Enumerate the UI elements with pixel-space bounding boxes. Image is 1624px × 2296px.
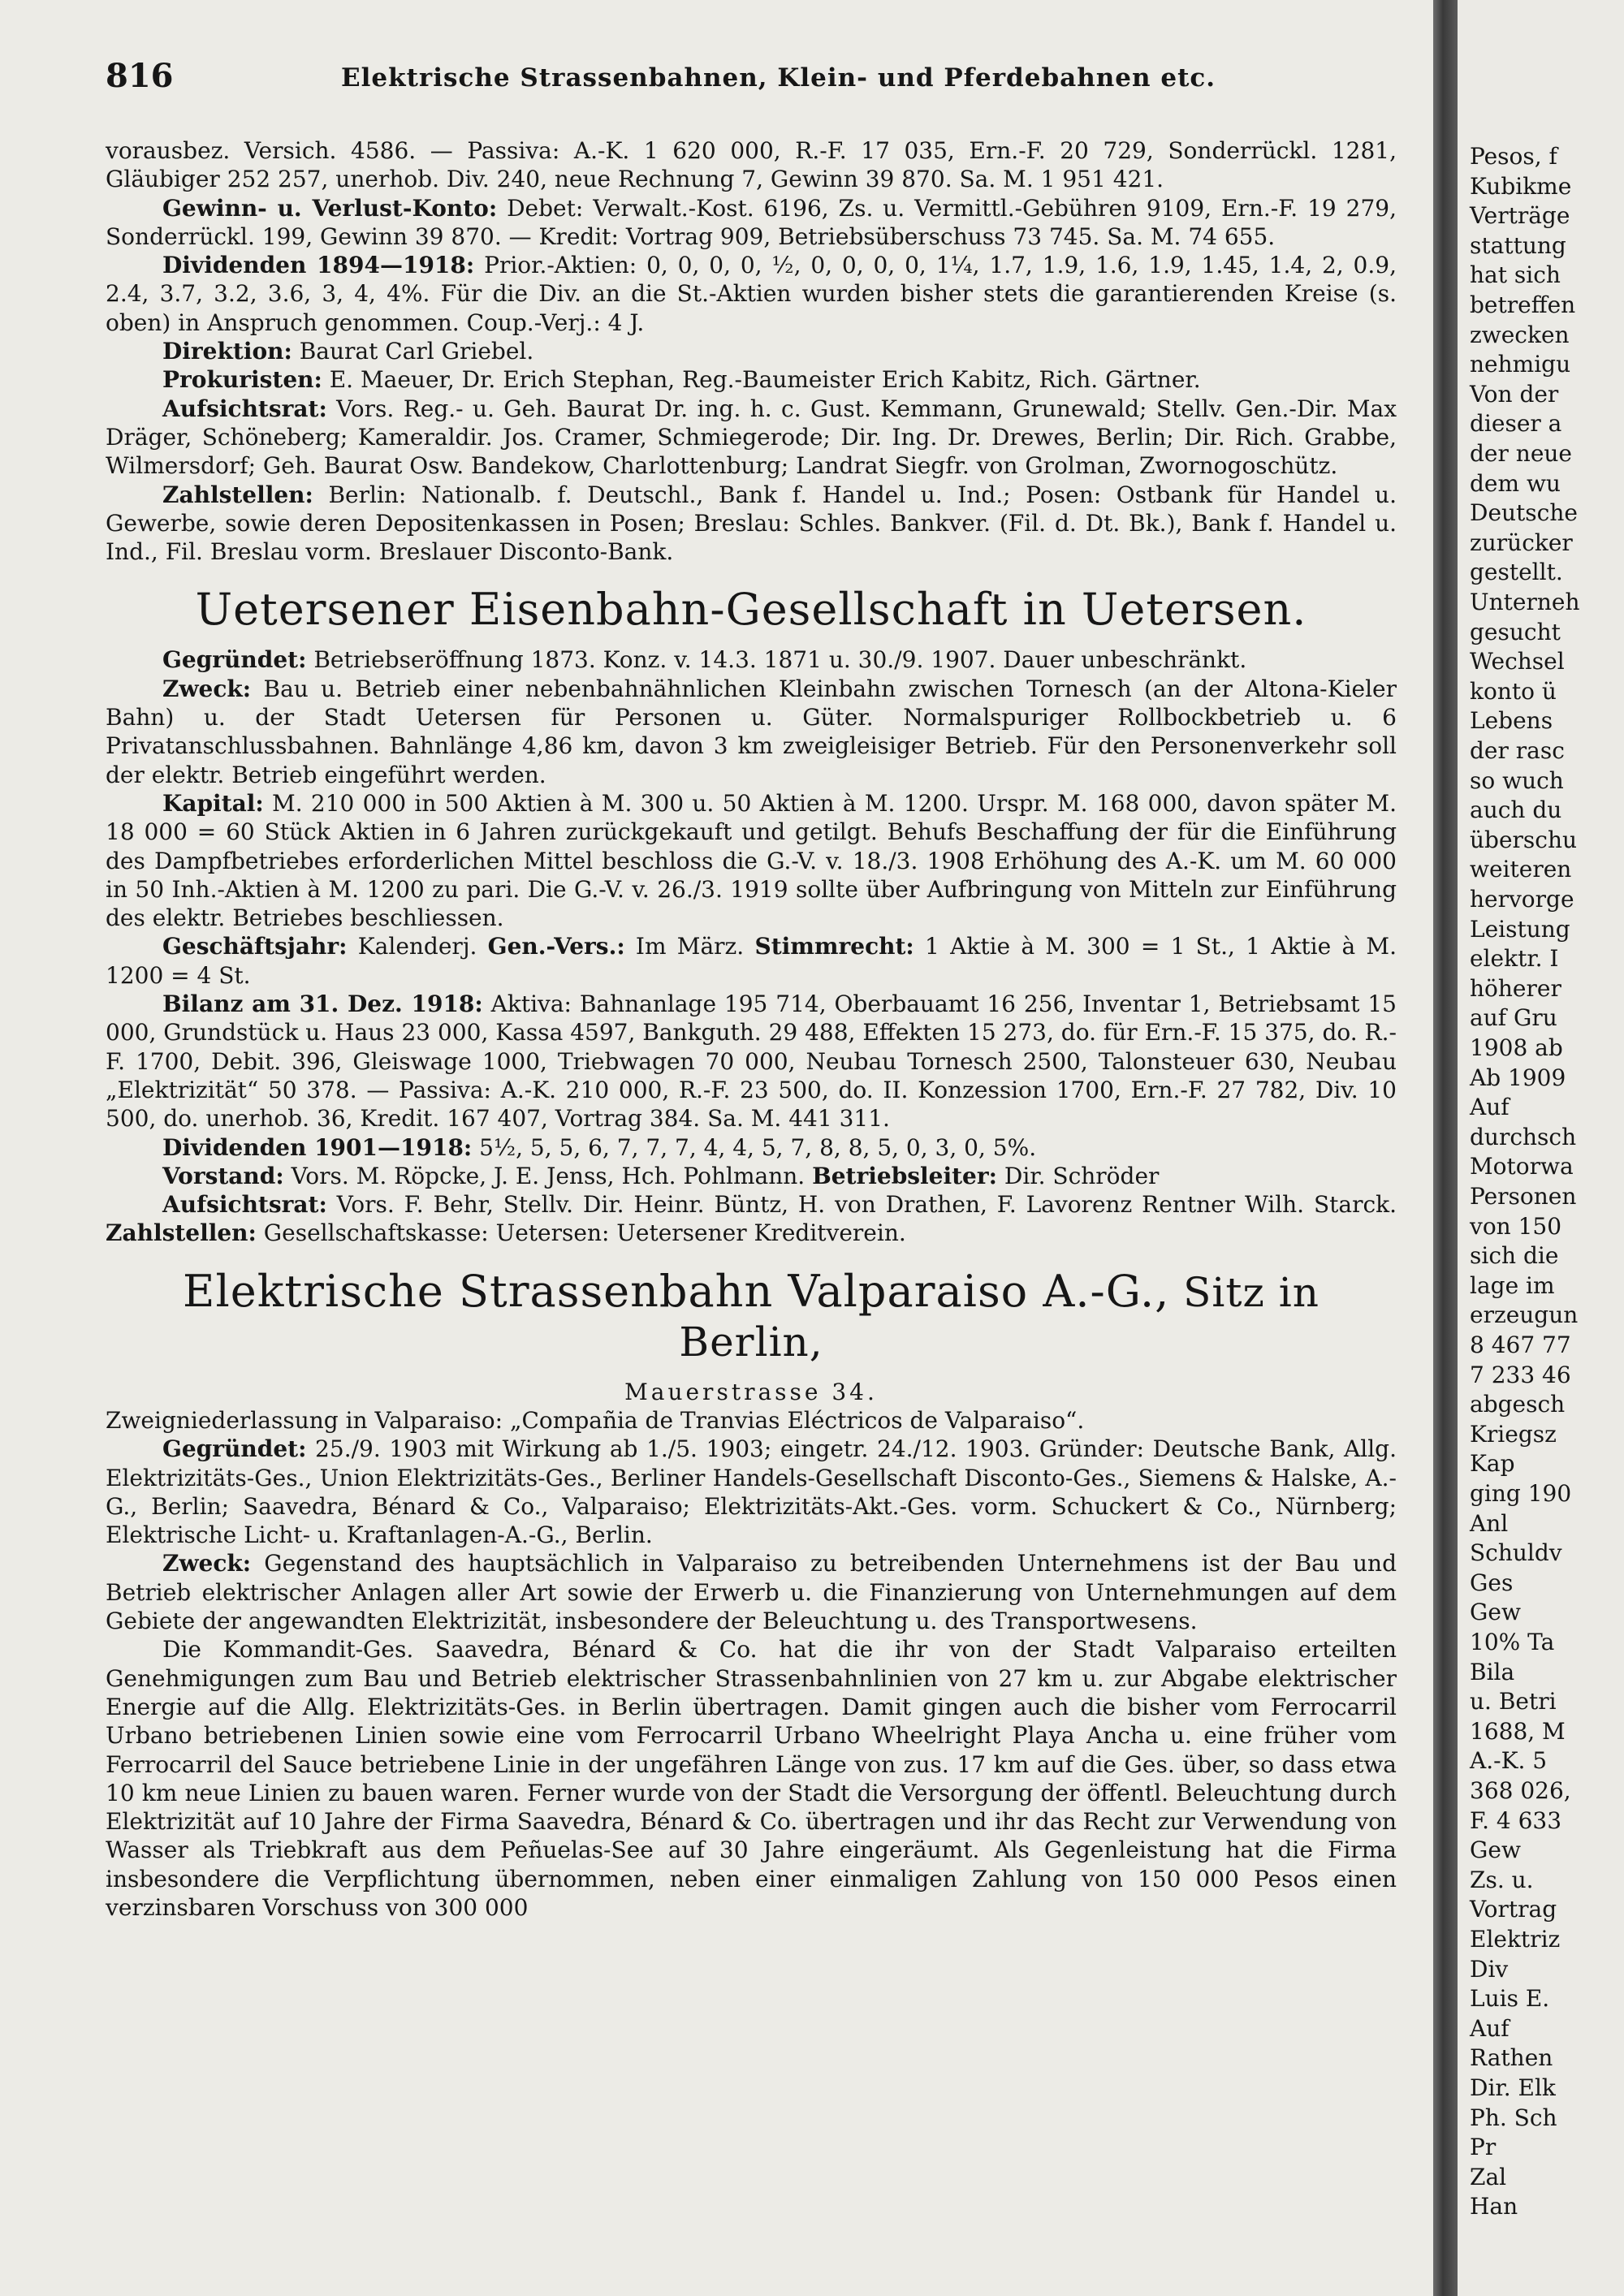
- fragment-line: abgesch: [1470, 1391, 1566, 1418]
- fragment-line: Leistung: [1470, 915, 1570, 943]
- fragment-line: Auf: [1470, 2014, 1510, 2042]
- fragment-line: Bila: [1470, 1658, 1515, 1685]
- entry-label: Stimmrecht:: [754, 933, 914, 960]
- entry-text: Im März.: [624, 933, 755, 960]
- fragment-line: elektr. I: [1470, 945, 1559, 973]
- company-address: Mauerstrasse 34.: [624, 1378, 878, 1405]
- company-title: [106, 1267, 1397, 1366]
- fragment-line: dieser a: [1470, 410, 1562, 438]
- fragment-line: 7 233 46: [1470, 1361, 1571, 1388]
- fragment-line: weiteren: [1470, 856, 1572, 883]
- entry-label: Zahlstellen:: [162, 481, 313, 508]
- profit-loss-paragraph: [106, 194, 1397, 252]
- fragment-line: 8 467 77: [1470, 1331, 1571, 1358]
- supervisory-board-paragraph: [106, 1190, 1397, 1248]
- fragment-line: nehmigu: [1470, 351, 1571, 378]
- entry-text: 25./9. 1903 mit Wirkung ab 1./5. 1903; eingetr. 24./12. 1903. Gründer: Deutsche Bank, Allg. Elektrizitäts-Ges., Union Elektrizitäts-Ges., Berliner Handels-Gesellschaft Disconto-Ges., Siemens & Halske, A.-G., Berlin; Saavedra, Bénard & Co., Valparaiso; Elektrizitäts-Akt.-Ges. vorm. Schuckert & Co., Nürnberg; Elektrische Licht- u. Kraftanlagen-A.-G., Berlin.: [106, 1435, 1397, 1549]
- procurators-paragraph: [106, 365, 1397, 394]
- entry-label: Gegründet:: [162, 646, 307, 674]
- adjacent-page-fragment: [1458, 0, 1624, 2296]
- company-title: Uetersener Eisenbahn-Gesellschaft in Uetersen.: [195, 584, 1307, 636]
- fragment-line: Lebens: [1470, 707, 1553, 735]
- fragment-line: der neue: [1470, 440, 1572, 467]
- entry-label: Kapital:: [162, 789, 264, 817]
- entry-label: Dividenden 1894—1918:: [162, 252, 475, 279]
- page-number: 816: [106, 57, 174, 95]
- fragment-line: Kubikme: [1470, 172, 1572, 200]
- entry-label: Gegründet:: [162, 1435, 307, 1463]
- section-valparaiso: [106, 1267, 1397, 1923]
- fragment-line: Pr: [1470, 2134, 1497, 2161]
- history-paragraph: Die Kommandit-Ges. Saavedra, Bénard & Co. hat die ihr von der Stadt Valparaiso erteilten Genehmigungen zum Bau und Betrieb elektrischer Strassenbahnlinien von 27 km u. zur Abgabe elektrischer Energie auf die Allg. Elektrizitäts-Ges. in Berlin übertragen. Damit gingen auch die bisher vom Ferrocarril Urbano betriebenen Linien sowie eine vom Ferrocarril Urbano Wheelright Playa Ancha u. eine früher vom Ferrocarril del Sauce betriebene Linie in der ungefähren Länge von zus. 17 km auf die Ges. über, so dass etwa 10 km neue Linien zu bauen waren. Ferner wurde von der Stadt die Versorgung der öffentl. Beleuchtung durch Elektrizität auf 10 Jahre der Firma Saavedra, Bénard & Co. übertragen und ihr das Recht zur Verwendung von Wasser als Triebkraft aus dem Peñuelas-See auf 30 Jahre eingeräumt. Als Gegenleistung hat die Firma insbesondere die Verpflichtung übernommen, neben einer einmaligen Zahlung von 150 000 Pesos einen verzinsbaren Vorschuss von 300 000: [106, 1636, 1397, 1922]
- balance-sheet-paragraph: [106, 990, 1397, 1133]
- company-name: Elektrische Strassenbahn Valparaiso A.-G.,: [183, 1265, 1170, 1317]
- dividends-paragraph: [106, 1133, 1397, 1162]
- fragment-line: u. Betri: [1470, 1688, 1557, 1716]
- fragment-line: dem wu: [1470, 469, 1561, 497]
- page-content: [106, 136, 1397, 1922]
- entry-text: 1 Aktie à M. 300 = 1 St., 1 Aktie à M. 1200 = 4 St.: [106, 933, 1397, 989]
- fragment-line: hat sich: [1470, 261, 1561, 289]
- entry-text: Debet: Verwalt.-Kost. 6196, Zs. u. Vermittl.-Gebühren 9109, Ern.-F. 19 279, Sonderrückl. 199, Gewinn 39 870. — Kredit: Vortrag 909, Betriebsüberschuss 73 745. Sa. M. 74 655.: [106, 194, 1397, 250]
- page-header: [106, 57, 1405, 106]
- page-gutter: [1433, 0, 1458, 2296]
- fragment-line: Div: [1470, 1955, 1509, 1983]
- fragment-line: Von der: [1470, 380, 1559, 408]
- fragment-line: gesucht: [1470, 618, 1561, 645]
- fragment-line: Personen: [1470, 1183, 1577, 1210]
- fragment-line: stattung: [1470, 231, 1566, 259]
- fragment-line: Anl: [1470, 1509, 1509, 1537]
- entry-label: Vorstand:: [162, 1162, 284, 1189]
- section-uetersener: [106, 585, 1397, 1247]
- fragment-line: Unterneh: [1470, 589, 1580, 615]
- entry-text: Berlin: Nationalb. f. Deutschl., Bank f. Handel u. Ind.; Posen: Ostbank für Handel u. Gewerbe, sowie deren Depositenkassen in Posen; Breslau: Schles. Bankver. (Fil. d. Dt. Bk.), Bank f. Handel u. Ind., Fil. Breslau vorm. Breslauer Disconto-Bank.: [106, 481, 1397, 566]
- fragment-line: Zs. u.: [1470, 1866, 1534, 1893]
- founded-paragraph: [106, 645, 1397, 674]
- entry-label: Zweck:: [162, 675, 252, 702]
- entry-label: Direktion:: [162, 338, 292, 365]
- fragment-line: Pesos, f: [1470, 143, 1557, 170]
- fragment-line: Deutsche: [1470, 499, 1578, 527]
- entry-text: E. Maeuer, Dr. Erich Stephan, Reg.-Baumeister Erich Kabitz, Rich. Gärtner.: [322, 366, 1201, 394]
- running-title: Elektrische Strassenbahnen, Klein- und Pferdebahnen etc.: [341, 63, 1216, 93]
- supervisory-board-paragraph: [106, 395, 1397, 481]
- fragment-line: Zal: [1470, 2163, 1507, 2190]
- entry-text: Aktiva: Bahnanlage 195 714, Oberbauamt 16 256, Inventar 1, Betriebsamt 15 000, Grundstück u. Haus 23 000, Kassa 4597, Bankguth. 29 488, Effekten 15 273, do. für Ern.-F. 15 375, do. R.-F. 1700, Debit. 396, Gleiswage 1000, Triebwagen 70 000, Neubau Tornesch 2500, Talonsteuer 630, Neubau „Elektrizität“ 50 378. — Passiva: A.-K. 210 000, R.-F. 23 500, do. II. Konzession 1700, Ern.-F. 27 782, Div. 10 500, do. unerhob. 36, Kredit. 167 407, Vortrag 384. Sa. M. 441 311.: [106, 990, 1397, 1133]
- fragment-line: Han: [1470, 2193, 1518, 2220]
- fragment-line: Auf: [1470, 1094, 1510, 1121]
- entry-text: M. 210 000 in 500 Aktien à M. 300 u. 50 Aktien à M. 1200. Urspr. M. 168 000, davon später M. 18 000 = 60 Stück Aktien in 6 Jahren zurückgekauft und getilgt. Behufs Beschaffung der für die Einführung des Dampfbetriebes erforderlichen Mittel beschloss die G.-V. v. 18./3. 1908 Erhöhung des A.-K. um M. 60 000 in 50 Inh.-Aktien à M. 1200 zu pari. Die G.-V. v. 26./3. 1919 sollte über Aufbringung von Mitteln zur Einführung des elektr. Betriebes beschliessen.: [106, 789, 1397, 932]
- fragment-line: Ab 1909: [1470, 1064, 1566, 1091]
- balance-passiva-paragraph: vorausbez. Versich. 4586. — Passiva: A.-K. 1 620 000, R.-F. 17 035, Ern.-F. 20 729, Sonderrückl. 1281, Gläubiger 252 257, unerhob. Div. 240, neue Rechnung 7, Gewinn 39 870. Sa. M. 1 951 421.: [106, 137, 1397, 193]
- fragment-line: der rasc: [1470, 737, 1565, 764]
- fragment-line: 368 026,: [1470, 1777, 1571, 1804]
- entry-label: Gewinn- u. Verlust-Konto:: [162, 194, 498, 222]
- fragment-line: auch du: [1470, 796, 1562, 824]
- entry-text: Betriebseröffnung 1873. Konz. v. 14.3. 1871 u. 30./9. 1907. Dauer unbeschränkt.: [306, 646, 1247, 674]
- fragment-line: hervorge: [1470, 886, 1574, 913]
- branch-paragraph: Zweigniederlassung in Valparaiso: „Compañia de Tranvias Eléctricos de Valparaiso“.: [106, 1406, 1085, 1434]
- fragment-line: Schuldv: [1470, 1539, 1562, 1567]
- purpose-paragraph: [106, 675, 1397, 789]
- fragment-line: 1688, M: [1470, 1717, 1566, 1745]
- entry-text: Vors. M. Röpcke, J. E. Jenss, Hch. Pohlmann.: [283, 1162, 813, 1189]
- fragment-line: lage im: [1470, 1271, 1555, 1299]
- purpose-paragraph: [106, 1549, 1397, 1635]
- fragment-line: A.-K. 5: [1470, 1747, 1548, 1775]
- fragment-line: 10% Ta: [1470, 1629, 1555, 1655]
- fragment-line: Wechsel: [1470, 648, 1565, 675]
- entry-label: Aufsichtsrat:: [162, 395, 327, 422]
- founded-paragraph: [106, 1435, 1397, 1549]
- entry-label: Prokuristen:: [162, 366, 322, 394]
- dividends-paragraph: [106, 251, 1397, 337]
- fragment-line: Kap: [1470, 1450, 1515, 1478]
- fragment-line: betreffen: [1470, 291, 1576, 318]
- fragment-line: Vortrag: [1470, 1896, 1557, 1923]
- fragment-line: sich die: [1470, 1242, 1559, 1270]
- fragment-line: Verträge: [1470, 202, 1570, 230]
- entry-text: Dir. Schröder: [996, 1162, 1160, 1189]
- fragment-line: Luis E.: [1470, 1985, 1550, 2013]
- entry-label: Bilanz am 31. Dez. 1918:: [162, 990, 483, 1018]
- entry-text: Gegenstand des hauptsächlich in Valparaiso zu betreibenden Unternehmens ist der Bau und Betrieb elektrischer Anlagen aller Art sowie der Erwerb u. die Finanzierung von Unternehmungen auf dem Gebiete der angewandten Elektrizität, insbesondere der Beleuchtung u. des Transportwesens.: [106, 1550, 1397, 1635]
- fragment-line: durchsch: [1470, 1123, 1577, 1150]
- fragment-line: Gew: [1470, 1836, 1521, 1864]
- paying-agents-paragraph: [106, 481, 1397, 567]
- fragment-line: auf Gru: [1470, 1004, 1557, 1032]
- entry-text: 5½, 5, 5, 6, 7, 7, 7, 4, 4, 5, 7, 8, 8, 5, 0, 3, 0, 5%.: [472, 1133, 1037, 1161]
- entry-text: Kalenderj.: [347, 933, 488, 960]
- company-seat: Sitz in Berlin,: [679, 1268, 1320, 1366]
- fragment-line: Rathen: [1470, 2044, 1553, 2072]
- entry-label: Betriebsleiter:: [812, 1162, 997, 1189]
- fragment-line: Kriegsz: [1470, 1420, 1557, 1448]
- entry-label: Geschäftsjahr:: [162, 933, 348, 960]
- fragment-line: Elektriz: [1470, 1926, 1561, 1953]
- entry-label: Gen.-Vers.:: [487, 933, 625, 960]
- capital-paragraph: [106, 789, 1397, 932]
- business-year-paragraph: [106, 932, 1397, 990]
- entry-label: Dividenden 1901—1918:: [162, 1133, 473, 1161]
- fragment-line: Ges: [1470, 1569, 1514, 1596]
- fragment-line: konto ü: [1470, 677, 1557, 705]
- fragment-line: Gew: [1470, 1599, 1521, 1626]
- fragment-line: überschu: [1470, 826, 1578, 853]
- direction-paragraph: [106, 337, 1397, 365]
- fragment-line: erzeugun: [1470, 1301, 1579, 1329]
- entry-label: Zahlstellen:: [106, 1219, 257, 1247]
- entry-text: Bau u. Betrieb einer nebenbahnähnlichen Kleinbahn zwischen Tornesch (an der Altona-Kieler Bahn) u. der Stadt Uetersen für Personen u. Güter. Normalspuriger Rollbockbetrieb u. 6 Privatanschlussbahnen. Bahnlänge 4,86 km, davon 3 km zweigleisiger Betrieb. Für den Personenverkehr soll der elektr. Betrieb eingeführt werden.: [106, 675, 1397, 788]
- fragment-line: Ph. Sch: [1470, 2104, 1557, 2131]
- section-continued-entry: [106, 136, 1397, 566]
- fragment-line: zwecken: [1470, 321, 1570, 348]
- fragment-line: zurücker: [1470, 529, 1573, 556]
- entry-text: Prior.-Aktien: 0, 0, 0, 0, ½, 0, 0, 0, 0, 1¼, 1.7, 1.9, 1.6, 1.9, 1.45, 1.4, 2, 0.9, 2.4, 3.7, 3.2, 3.6, 3, 4, 4%. Für die Div. an die St.-Aktien wurden bisher stets die garantierenden Kreise (s. oben) in Anspruch genommen. Coup.-Verj.: 4 J.: [106, 252, 1397, 336]
- fragment-line: F. 4 633: [1470, 1806, 1562, 1834]
- board-paragraph: [106, 1162, 1397, 1190]
- entry-label: Aufsichtsrat:: [162, 1191, 327, 1219]
- fragment-line: von 150: [1470, 1212, 1562, 1240]
- fragment-line: höherer: [1470, 974, 1561, 1002]
- fragment-line: Dir. Elk: [1470, 2074, 1556, 2101]
- entry-text: Baurat Carl Griebel.: [292, 338, 534, 365]
- fragment-line: so wuch: [1470, 766, 1564, 794]
- fragment-line: ging 190: [1470, 1480, 1572, 1507]
- fragment-line: 1908 ab: [1470, 1034, 1563, 1061]
- entry-text: Vors. F. Behr, Stellv. Dir. Heinr. Büntz, H. von Drathen, F. Lavorenz Rentner Wilh. Starck.: [326, 1191, 1397, 1219]
- fragment-line: gestellt.: [1470, 559, 1563, 586]
- fragment-line: Motorwa: [1470, 1153, 1574, 1180]
- entry-label: Zweck:: [162, 1550, 252, 1577]
- entry-text: Vors. Reg.- u. Geh. Baurat Dr. ing. h. c. Gust. Kemmann, Grunewald; Stellv. Gen.-Dir. Max Dräger, Schöneberg; Kameraldir. Jos. Cramer, Schmiegerode; Dir. Ing. Dr. Drewes, Berlin; Dir. Rich. Grabbe, Wilmersdorf; Geh. Baurat Osw. Bandekow, Charlottenburg; Landrat Siegfr. von Grolman, Zwornogoschütz.: [106, 395, 1397, 480]
- entry-text: Gesellschaftskasse: Uetersen: Uetersener Kreditverein.: [256, 1219, 906, 1247]
